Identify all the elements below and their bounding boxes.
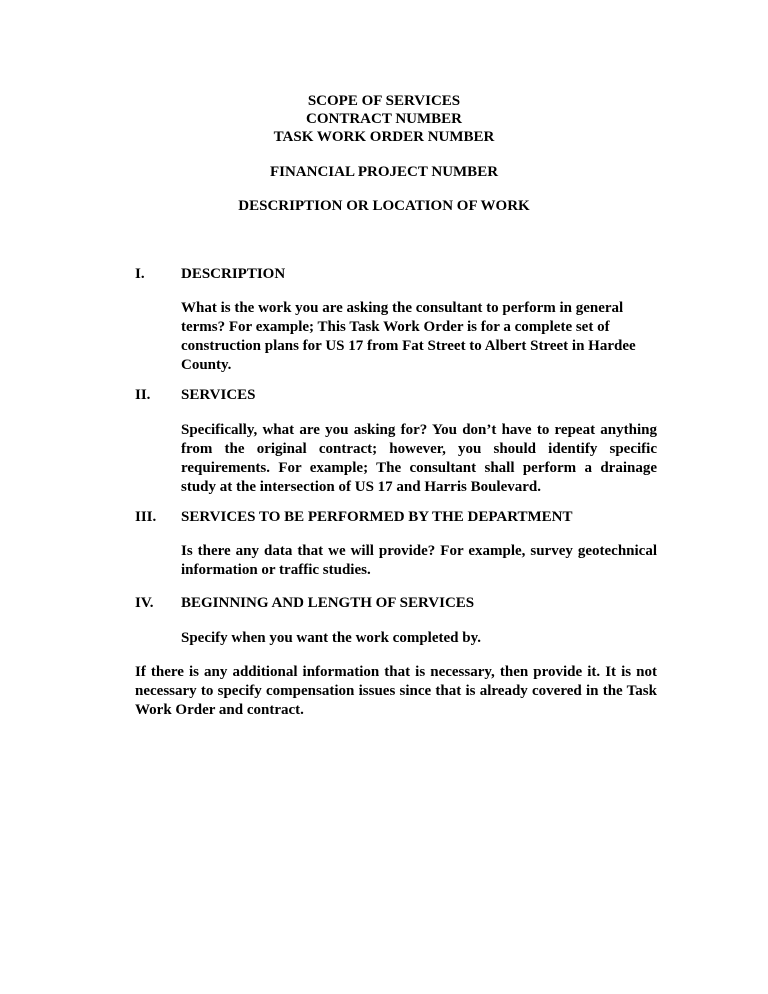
- section-3-numeral: III.: [135, 509, 157, 525]
- section-2-numeral: II.: [135, 387, 151, 403]
- section-2-body: Specifically, what are you asking for? You don’t have to repeat anything from the original contract; however, you should identify specific requirements. For example; The consultant shall perform a drainage study at the intersection of US 17 and Harris Boulevard.: [181, 422, 657, 495]
- title-scope-of-services: SCOPE OF SERVICES: [307, 93, 461, 109]
- closing-paragraph: If there is any additional information that is necessary, then provide it. It is not necessary to specify compensation issues since that is already covered in the Task Work Order and contract.: [135, 664, 657, 718]
- section-4-body: Specify when you want the work completed by.: [181, 630, 482, 646]
- section-2-heading: SERVICES: [181, 387, 256, 403]
- title-task-work-order-number: TASK WORK ORDER NUMBER: [273, 129, 495, 145]
- title-contract-number: CONTRACT NUMBER: [306, 111, 462, 127]
- section-4-heading: BEGINNING AND LENGTH OF SERVICES: [181, 595, 475, 611]
- title-financial-project-number: FINANCIAL PROJECT NUMBER: [269, 164, 499, 180]
- section-1-body: What is the work you are asking the consultant to perform in general terms? For example; This Task Work Order is for a complete set of construction plans for US 17 from Fat Street to Albert Street in Hardee County.: [181, 300, 636, 373]
- section-1-heading: DESCRIPTION: [181, 266, 286, 282]
- section-3-heading: SERVICES TO BE PERFORMED BY THE DEPARTMENT: [181, 509, 573, 525]
- section-1-numeral: I.: [135, 266, 145, 282]
- section-4-numeral: IV.: [135, 595, 154, 611]
- section-3-body: Is there any data that we will provide? For example, survey geotechnical information or traffic studies.: [181, 543, 657, 578]
- title-description-or-location: DESCRIPTION OR LOCATION OF WORK: [238, 198, 530, 214]
